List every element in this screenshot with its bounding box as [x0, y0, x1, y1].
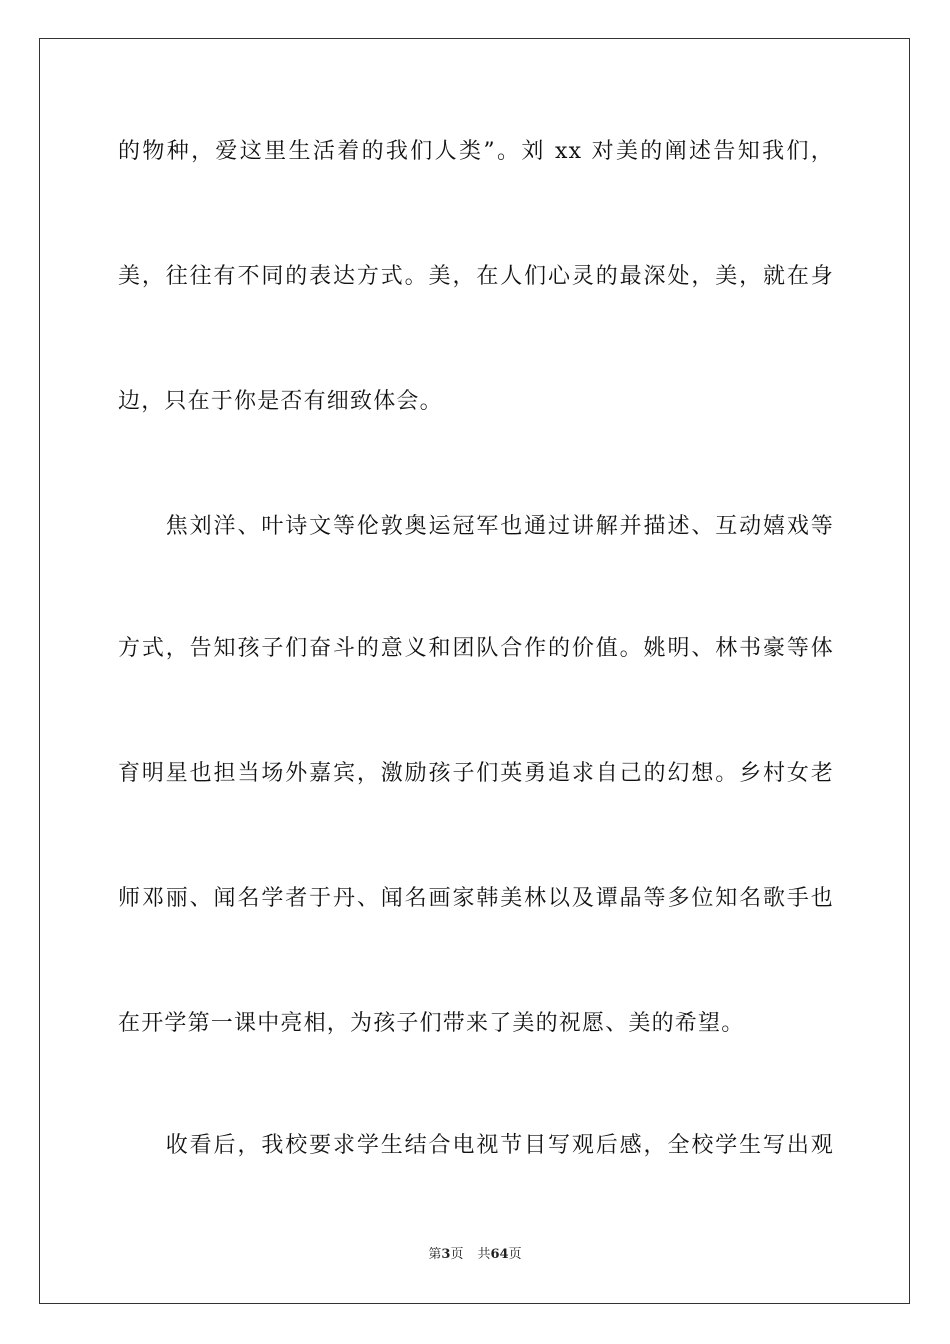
page-footer	[0, 1246, 950, 1264]
footer-page-number: 3	[441, 1247, 451, 1262]
footer-total-suffix: 页	[508, 1247, 522, 1262]
body-text-line: 边，只在于你是否有细致体会。	[118, 389, 443, 414]
footer-page-prefix: 第	[428, 1247, 442, 1262]
body-text-line: 收看后，我校要求学生结合电视节目写观后感，全校学生写出观	[118, 1133, 834, 1158]
body-text-line: 在开学第一课中亮相，为孩子们带来了美的祝愿、美的希望。	[118, 1011, 745, 1036]
page-frame	[39, 38, 910, 1304]
body-text-line: 方式，告知孩子们奋斗的意义和团队合作的价值。姚明、林书豪等体	[118, 636, 834, 661]
body-text-line: 焦刘洋、叶诗文等伦敦奥运冠军也通过讲解并描述、互动嬉戏等	[118, 514, 834, 539]
body-text-line: 的物种，爱这里生活着的我们人类”。刘 xx 对美的阐述告知我们，	[118, 139, 834, 164]
footer-page-suffix: 页	[450, 1247, 464, 1262]
body-text-line: 育明星也担当场外嘉宾，激励孩子们英勇追求自己的幻想。乡村女老	[118, 761, 834, 786]
footer-total-prefix: 共	[477, 1247, 491, 1262]
body-text-line: 师邓丽、闻名学者于丹、闻名画家韩美林以及谭晶等多位知名歌手也	[118, 886, 834, 911]
body-text-line: 美，往往有不同的表达方式。美，在人们心灵的最深处，美，就在身	[118, 264, 834, 289]
footer-total-pages: 64	[490, 1247, 509, 1262]
